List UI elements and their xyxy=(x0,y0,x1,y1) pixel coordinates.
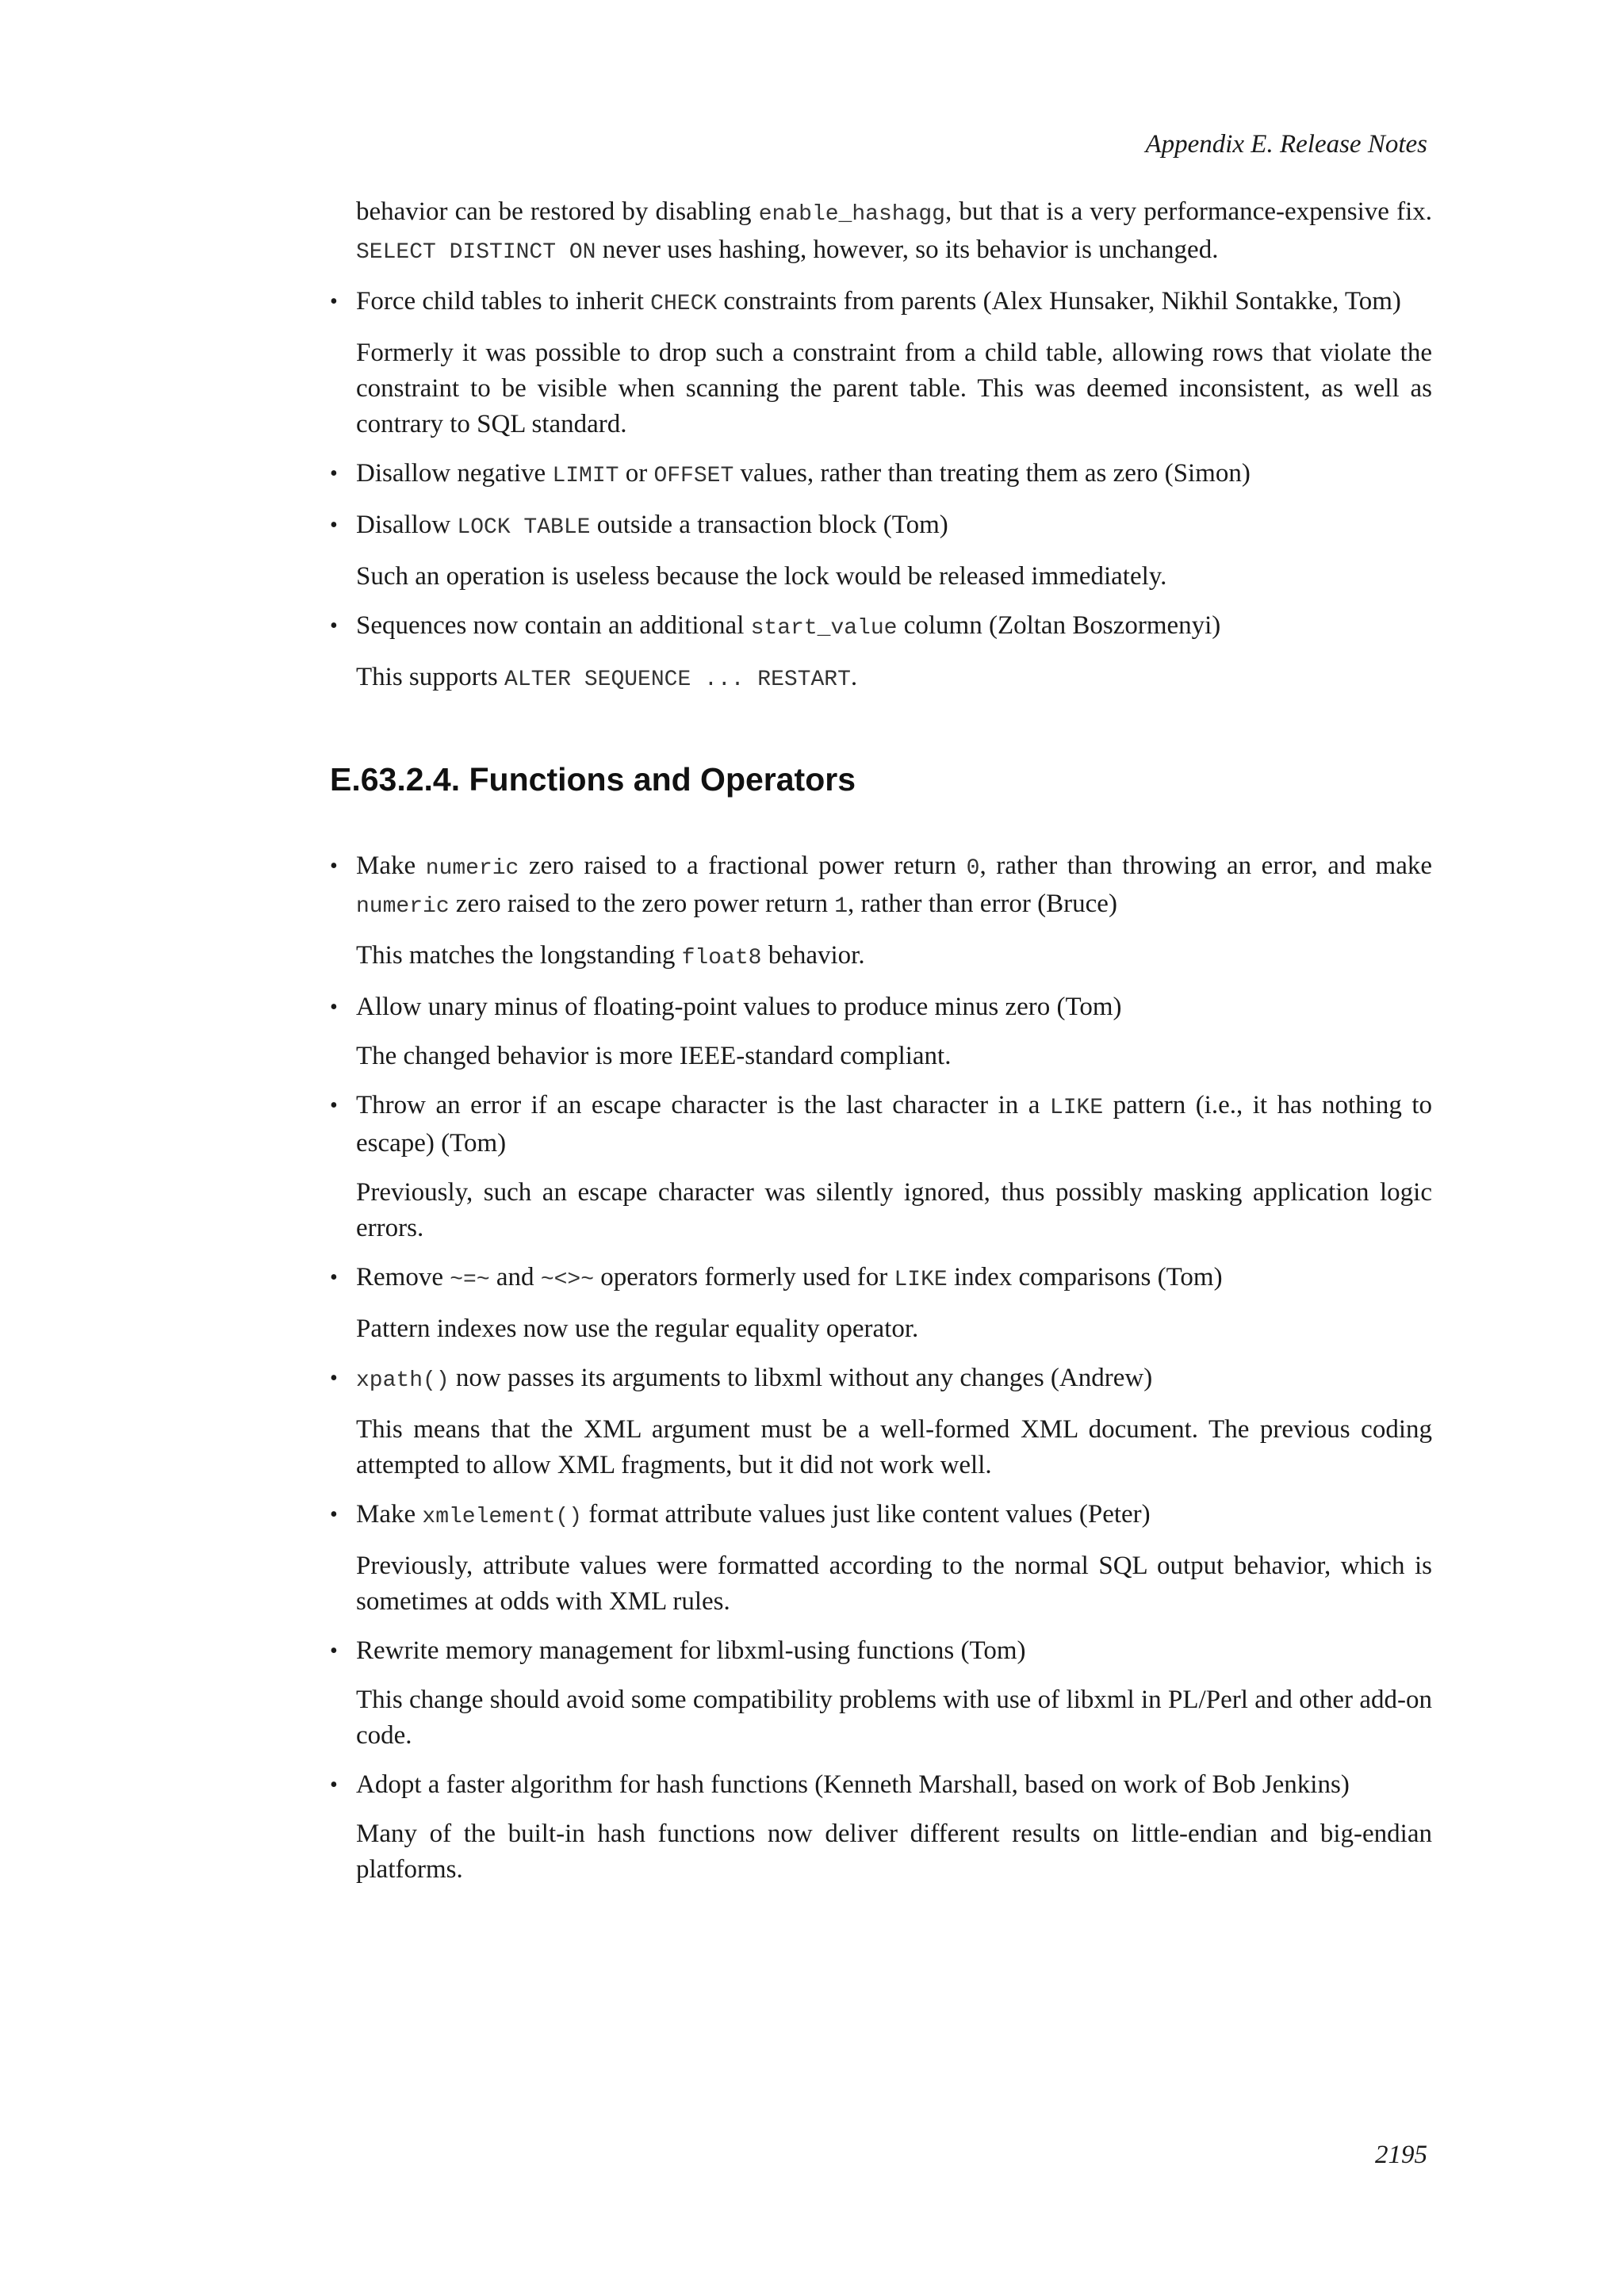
list-item-note: This means that the XML argument must be a well-formed XML document. The previous coding attempted to allow XML fragments, but it did not work well. xyxy=(356,1415,1432,1479)
bullet-icon: • xyxy=(330,1639,338,1663)
text-run: zero raised to a fractional power return xyxy=(519,851,967,880)
bullet-icon: • xyxy=(330,1502,338,1527)
text-run: zero raised to the zero power return xyxy=(449,890,835,918)
text-run: behavior. xyxy=(761,941,865,970)
list-item xyxy=(330,989,1432,1025)
list-item xyxy=(330,284,1432,322)
text-run: This supports xyxy=(356,663,505,691)
text-run: never uses hashing, however, so its behavior is unchanged. xyxy=(596,235,1219,264)
text-run: pattern (i.e., it has nothing to escape) (Tom) xyxy=(356,1091,1432,1158)
code-numeric: numeric xyxy=(425,856,519,881)
list-item xyxy=(330,848,1432,924)
code-limit: LIMIT xyxy=(552,464,619,488)
list-item-note: Such an operation is useless because the lock would be released immediately. xyxy=(356,562,1167,591)
code-one: 1 xyxy=(834,894,848,919)
text-run: behavior can be restored by disabling xyxy=(356,197,759,226)
text-run: Make xyxy=(356,1500,423,1529)
bullet-icon: • xyxy=(330,1093,338,1118)
bullet-icon: • xyxy=(330,1366,338,1391)
text-run: format attribute values just like content values (Peter) xyxy=(582,1500,1151,1529)
list-item-note xyxy=(330,938,1432,976)
continued-paragraph xyxy=(330,194,1432,270)
list-item xyxy=(330,1497,1432,1535)
page-content xyxy=(330,194,1432,1901)
list-item-text xyxy=(356,1088,1432,1161)
code-like: LIKE xyxy=(1049,1096,1104,1120)
list-item-text xyxy=(356,1260,1432,1298)
list-item-text: Allow unary minus of floating-point values to produce minus zero (Tom) xyxy=(356,993,1122,1021)
bullet-icon: • xyxy=(330,1773,338,1797)
text-run: Force child tables to inherit xyxy=(356,287,651,316)
list-item-text xyxy=(356,1497,1432,1535)
list-item xyxy=(330,1260,1432,1298)
list-item-text: Rewrite memory management for libxml-using functions (Tom) xyxy=(356,1636,1026,1665)
code-xmlelement: xmlelement() xyxy=(422,1505,583,1529)
text-run: , rather than throwing an error, and make xyxy=(979,851,1432,880)
code-alter-sequence: ALTER SEQUENCE ... RESTART xyxy=(504,668,851,692)
bullet-icon: • xyxy=(330,995,338,1020)
text-run: column (Zoltan Boszormenyi) xyxy=(897,611,1221,640)
list-item xyxy=(330,1633,1432,1669)
text-run: Sequences now contain an additional xyxy=(356,611,751,640)
text-run: Make xyxy=(356,851,426,880)
list-item-note: Formerly it was possible to drop such a constraint from a child table, allowing rows that violate the constraint to be visible when scanning the parent table. This was deemed inconsistent, as well as contrary to SQL standard. xyxy=(356,339,1432,438)
page-number: 2195 xyxy=(1375,2141,1427,2169)
text-run: Disallow negative xyxy=(356,459,553,488)
code-float8: float8 xyxy=(681,946,762,970)
text-run: Disallow xyxy=(356,511,458,539)
list-item-note: The changed behavior is more IEEE-standard compliant. xyxy=(356,1042,952,1070)
list-item-note: Pattern indexes now use the regular equality operator. xyxy=(356,1314,919,1343)
list-item xyxy=(330,507,1432,545)
running-header: Appendix E. Release Notes xyxy=(1145,130,1427,159)
list-item-text xyxy=(356,284,1432,322)
list-item xyxy=(330,1360,1432,1399)
bullet-icon: • xyxy=(330,614,338,638)
list-item xyxy=(330,456,1432,494)
text-run: and xyxy=(489,1263,541,1292)
code-operator-ne: ~<>~ xyxy=(540,1268,595,1292)
list-item xyxy=(330,1767,1432,1803)
list-item-text: Adopt a faster algorithm for hash functions (Kenneth Marshall, based on work of Bob Jenkins) xyxy=(356,1770,1350,1799)
list-item-note: Many of the built-in hash functions now deliver different results on little-endian and big-endian platforms. xyxy=(356,1820,1432,1884)
list-item-text xyxy=(356,608,1432,646)
bullet-icon: • xyxy=(330,461,338,486)
section-heading: E.63.2.4. Functions and Operators xyxy=(330,761,856,798)
code-operator-eq: ~=~ xyxy=(450,1268,490,1292)
list-item-note xyxy=(330,660,1432,698)
code-xpath: xpath() xyxy=(356,1368,450,1393)
bullet-icon: • xyxy=(330,289,338,314)
bullet-icon: • xyxy=(330,854,338,878)
code-numeric: numeric xyxy=(356,894,450,919)
text-run: . xyxy=(850,663,858,691)
code-enable-hashagg: enable_hashagg xyxy=(758,202,945,227)
text-run: Throw an error if an escape character is the last character in a xyxy=(356,1091,1050,1119)
list-item-text xyxy=(356,507,1432,545)
code-start-value: start_value xyxy=(750,616,898,641)
text-run: index comparisons (Tom) xyxy=(947,1263,1223,1292)
bullet-icon: • xyxy=(330,513,338,538)
bullet-icon: • xyxy=(330,1265,338,1290)
list-item-note: Previously, attribute values were formatted according to the normal SQL output behavior, which is sometimes at odds with XML rules. xyxy=(356,1552,1432,1616)
text-run: now passes its arguments to libxml without any changes (Andrew) xyxy=(449,1364,1153,1392)
text-run: , but that is a very performance-expensive fix. xyxy=(944,197,1432,226)
list-item xyxy=(330,608,1432,646)
code-select-distinct-on: SELECT DISTINCT ON xyxy=(356,240,596,265)
text-run: Remove xyxy=(356,1263,450,1292)
text-run: operators formerly used for xyxy=(594,1263,894,1292)
code-zero: 0 xyxy=(966,856,980,881)
code-like: LIKE xyxy=(894,1268,948,1292)
list-item-text xyxy=(356,1360,1432,1399)
list-item-note: This change should avoid some compatibility problems with use of libxml in PL/Perl and other add-on code. xyxy=(356,1686,1432,1750)
text-run: constraints from parents (Alex Hunsaker, Nikhil Sontakke, Tom) xyxy=(717,287,1401,316)
text-run: values, rather than treating them as zero (Simon) xyxy=(733,459,1251,488)
list-item-text xyxy=(356,848,1432,924)
text-run: or xyxy=(619,459,654,488)
list-item-note: Previously, such an escape character was silently ignored, thus possibly masking application logic errors. xyxy=(356,1178,1432,1242)
text-run: outside a transaction block (Tom) xyxy=(590,511,948,539)
code-offset: OFFSET xyxy=(653,464,734,488)
list-item-text xyxy=(356,456,1432,494)
code-check: CHECK xyxy=(650,292,718,316)
code-lock-table: LOCK TABLE xyxy=(457,515,591,540)
list-item xyxy=(330,1088,1432,1161)
text-run: , rather than error (Bruce) xyxy=(848,890,1117,918)
text-run: This matches the longstanding xyxy=(356,941,682,970)
